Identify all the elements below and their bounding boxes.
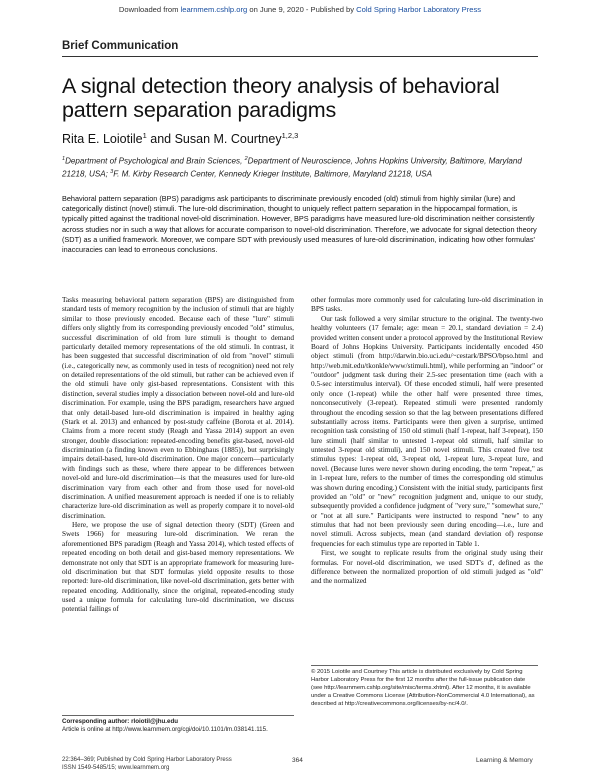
body-paragraph: First, we sought to replicate results from the original study using their formulas. For novel-old discrimination, we used SDT's d', defined as the difference between the normalized proportion of old stimuli judged as "old" and the normalized [311, 549, 543, 586]
article-doi: Article is online at http://www.learnmem.org/cgi/doi/10.1101/lm.038141.115. [62, 726, 268, 733]
footnote-divider [62, 715, 294, 716]
download-banner [0, 5, 600, 14]
body-right-column [311, 296, 543, 587]
corresponding-email[interactable]: rloiotil@jhu.edu [131, 718, 179, 725]
section-label: Brief Communication [62, 40, 179, 52]
author-name: Rita E. Loiotile [62, 132, 143, 147]
download-date-text: on June 9, 2020 - Published by [247, 5, 357, 14]
corresponding-author [62, 718, 302, 734]
license-notice: © 2015 Loiotile and Courtney This article is distributed exclusively by Cold Spring Harbor Laboratory Press for the first 12 months after the full-issue publication date (see http://learnmem.cshlp.org/site/misc/terms.xhtml). After 12 months, it is available under a Creative Commons License (Attribution-NonCommercial 4.0 International), as described at http://creativecommons.org/licenses/by-nc/4.0/. [311, 669, 535, 707]
download-text: Downloaded from [118, 5, 181, 14]
paper-title: A signal detection theory analysis of behavioral pattern separation paradigms [62, 74, 500, 122]
corresponding-label: Corresponding author: [62, 718, 132, 725]
journal-link[interactable]: learnmem.cshlp.org [180, 5, 248, 14]
section-divider [62, 56, 538, 57]
footer-citation [62, 756, 232, 772]
author-conjunction: and [146, 132, 175, 147]
journal-name: Learning & Memory [476, 757, 533, 764]
body-left-column [62, 296, 294, 615]
page-number: 364 [292, 757, 303, 764]
affil-sup: 1 [62, 156, 66, 162]
body-paragraph: other formulas more commonly used for calculating lure-old discrimination in BPS tasks. [311, 296, 543, 314]
abstract: Behavioral pattern separation (BPS) paradigms ask participants to discriminate previously encoded (old) stimuli from highly similar (lure) and categorically distinct (novel) stimuli. The lure-old discrimination, thought to uniquely reflect pattern separation in the hippocampal formation, is typically pitted against the traditional novel-old discrimination. However, BPS paradigms have measured lure-old discrimination neither consistently across studies nor in such a way that allows for accurate comparison to novel-old discrimination. Therefore, we advocate for signal detection theory (SDT) as a unified framework. Moreover, we compare SDT with previously used measures of lure-old discrimination, indicating how other formulas' inaccuracies can lead to erroneous conclusions. [62, 194, 537, 255]
author-name: Susan M. Courtney [174, 132, 282, 147]
footer-issn: ISSN 1549-5485/15; www.learnmem.org [62, 765, 170, 771]
affiliations [62, 154, 538, 179]
affil-text: Department of Neuroscience, Johns Hopkins University, Baltimore, Maryland 21218, USA; [62, 156, 522, 179]
author-affil-sup: 1 [142, 131, 147, 140]
affil-sup: 3 [110, 168, 114, 175]
body-paragraph: Tasks measuring behavioral pattern separation (BPS) are distinguished from standard tests of memory recognition by the inclusion of stimuli that are highly similar to those previously encoded. Because each of these "lure" stimuli differs only slightly from its corresponding previously encoded "old" stimulus, successful discrimination of old from lure stimuli is thought to demand particularly detailed memory representations of the old stimuli. In contrast, it has been suggested that successful discrimination of old from "novel" stimuli (i.e., categorically new, as commonly used in tests of recognition) need not rely on detailed representations of the old stimuli, but rather can be achieved even if the old stimuli have only gist-based representations. Consistent with this distinction, several studies imply a dissociation between novel-old and lure-old discrimination. For example, using the BPS paradigm, researchers have argued that only detail-based lure-old discrimination is impaired in healthy aging (Stark et al. 2013) and enhanced by post-study caffeine (Borota et al. 2014). Claims from a more recent study (Reagh and Yassa 2014) support an even stronger, double dissociation: repeated-encoding benefits gist-based, novel-old discrimination (a finding known even to Ebbinghaus (1885)), but surprisingly impairs detail-based, lure-old discrimination. One major concern—particularly with findings such as these, where there appear to be differences between novel-old and lure-old discrimination—is that the measures used for lure-old discrimination vary from each other and from those used for novel-old discrimination. A unified measurement approach is needed if one is to reliably characterize lure-old discrimination as well as properly compare it to novel-old discrimination. [62, 296, 294, 520]
publisher-link[interactable]: Cold Spring Harbor Laboratory Press [356, 5, 482, 14]
author-affil-sup: 1,2,3 [281, 131, 299, 140]
affil-text: F. M. Kirby Research Center, Kennedy Krieger Institute, Baltimore, Maryland 21218, USA [113, 169, 433, 179]
body-paragraph: Our task followed a very similar structure to the original. The twenty-two healthy volunteers (17 female; age: mean = 20.1, standard deviation = 2.4) provided written consent under a protocol approved by the Institutional Review Board of Johns Hopkins University. Participants incidentally encoded 450 object stimuli (from http://darwin.bio.uci.edu/~cestark/BPSO/bpso.html and http://web.mit.edu/tkonkle/www/stimuli.html), while performing an "indoor" or "outdoor" judgment task during their 2.5-sec presentation time (each with a 0.5-sec interstimulus interval). Of these encoded stimuli, half were presented only once (1-repeat) while the other half were presented three times, nonconsecutively (3-repeat). Repeated stimuli were presented randomly throughout the encoding session so that the lag between presentations differed substantially across items. Participants were then given a surprise, untimed recognition task consisting of 150 old stimuli (half 1-repeat, half 3-repeat), 150 lure stimuli (half similar to untested 1-repeat old stimuli, half similar to untested 3-repeat old stimuli), and 150 novel stimuli. This created five test stimulus types: 1-repeat old, 3-repeat old, 1-repeat lure, 3-repeat lure, and novel. (Because lures were never shown during encoding, the term "repeat," as in 1-repeat lure, refers to the number of times the corresponding old stimulus was shown during encoding.) Consistent with the initial study, participants first provided an "old" or "new" recognition judgment and, unique to our study, subsequently provided a confidence judgment of "very sure," "somewhat sure," or "not at all sure." Participants were instructed to respond "new" to any stimulus that had not been previously seen during encoding—i.e., lure and novel stimuli. Across subjects, mean (and standard deviation of) response frequencies for each stimulus type are reported in Table 1. [311, 314, 543, 548]
affil-text: Department of Psychological and Brain Sciences, [65, 156, 245, 166]
footer-volume: 22:364–369; Published by Cold Spring Harbor Laboratory Press [62, 757, 232, 763]
body-paragraph: Here, we propose the use of signal detection theory (SDT) (Green and Swets 1966) for measuring lure-old discrimination. We reran the aforementioned BPS paradigm (Reagh and Yassa 2014), which tested effects of repeated encoding on both detail and gist-based memory representations. We demonstrate not only that SDT is an appropriate framework for measuring lure-old discrimination but that SDT formulas yield opposite results to those reported: lure-old discrimination, like novel-old discrimination, gets better with repeated encoding. Additionally, since the original, repeated-encoding study used a unique formula for calculating lure-old discrimination, we discuss potential failings of [62, 521, 294, 614]
license-divider [311, 665, 538, 666]
author-list [62, 131, 298, 146]
affil-sup: 2 [244, 156, 248, 162]
